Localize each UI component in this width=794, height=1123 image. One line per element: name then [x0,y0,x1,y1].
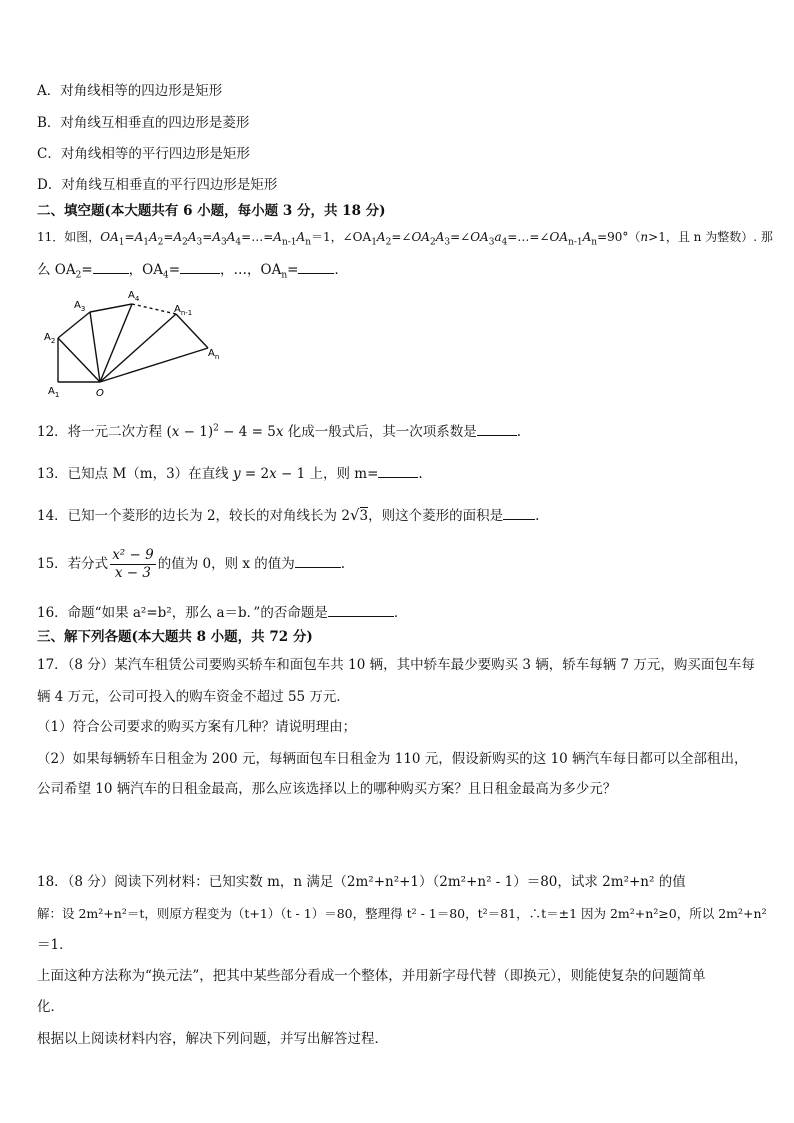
segment-oa4 [100,304,132,382]
segment-oa2 [58,338,100,382]
label-a3: $A_3$ [74,300,86,313]
q18-line4: 上面这种方法称为“换元法”，把其中某些部分看成一个整体，并用新字母代替（即换元），则能使复杂的问题简单 [37,968,706,984]
q17-line2: 辆 4 万元，公司可投入的购车资金不超过 55 万元． [37,689,350,705]
fraction: $\frac{\text{x² − 9}}{x - 3}$ [112,547,154,581]
q12: 12．将一元二次方程 $(x - 1)^2 - 4 = 5x$ 化成一般式后，其一次项系数是 . [37,423,522,440]
choice-a: A．对角线相等的四边形是矩形 [37,83,223,99]
q18-line2: 解：设 2m²+n²＝t，则原方程变为（t+1）（t - 1）＝80，整理得 t² - 1＝80，t²＝81，∴t＝±1 因为 2m²+n²≥0，所以 2m²+n² [37,906,767,921]
segment-oa3 [90,312,100,382]
label-an: $A_n$ [208,348,220,361]
choice-b: B．对角线互相垂直的四边形是菱形 [37,115,250,131]
label-a2: $A_2$ [44,332,56,345]
segment-oan1 [100,314,176,382]
spiral-figure [38,288,228,400]
segment-a2a3 [58,312,90,338]
q11-line1: 11．如图，$OA_1=A_1A_2=A_2A_3=A_3A_4=\dots=A_{n-1}A_n=1$，$\angle OA_1A_2=\angle OA_2A_3=\angle OA_3a_4=\dots=\angle OA_{n-1}A_n=90^\circ(n>1$，且 n 为整数）. 那 [37,230,773,248]
q15: 15．若分式 $\frac{\text{x² − 9}}{x - 3}$ 的值为 0，则 x 的值为 . [37,547,346,581]
q17-part1: （1）符合公司要求的购买方案有几种？请说明理由； [37,719,357,735]
label-a4: $A_4$ [128,290,140,303]
q18-line5: 化． [37,999,64,1015]
segment-a3a4 [90,304,132,312]
label-a1: $A_1$ [48,386,60,399]
choice-d: D．对角线互相垂直的平行四边形是矩形 [37,177,278,193]
answer-blank[interactable] [298,260,334,274]
answer-blank[interactable] [180,260,220,274]
section2-heading: 二、填空题(本大题共有 6 小题，每小题 3 分，共 18 分) [37,203,386,219]
q18-line1: 18．（8 分）阅读下列材料：已知实数 m，n 满足（2m²+n²+1）（2m²+n² - 1）＝80，试求 2m²+n² 的值 [37,874,686,890]
q17-part2-line2: 公司希望 10 辆汽车的日租金最高，那么应该选择以上的哪种购买方案？且日租金最高为多少元？ [37,781,617,797]
q16: 16．命题“如果 a²=b²，那么 a＝b．”的否命题是 ． [37,605,408,621]
section3-heading: 三、解下列各题(本大题共 8 小题，共 72 分) [37,629,313,645]
answer-blank[interactable] [378,464,418,478]
answer-blank[interactable] [503,506,535,520]
segment-dashed [132,304,176,314]
label-an1: $A_{n-1}$ [174,304,193,317]
q14: 14．已知一个菱形的边长为 2，较长的对角线长为 2√3，则这个菱形的面积是 . [37,506,540,524]
segment-oan [100,348,208,382]
choice-c: C．对角线相等的平行四边形是矩形 [37,146,250,162]
q18-line6: 根据以上阅读材料内容，解决下列问题，并写出解答过程． [37,1031,388,1047]
q18-line3: ＝1． [37,937,73,953]
answer-blank[interactable] [328,603,394,617]
q17-line1: 17．（8 分）某汽车租赁公司要购买轿车和面包车共 10 辆，其中轿车最少要购买 3 辆，轿车每辆 7 万元，购买面包车每 [37,657,755,673]
q17-part2-line1: （2）如果每辆轿车日租金为 200 元，每辆面包车日租金为 110 元，假设新购买的这 10 辆汽车每日都可以全部租出， [37,751,748,767]
answer-blank[interactable] [295,554,341,568]
answer-blank[interactable] [93,260,129,274]
segment-an1an [176,314,208,348]
q11-line2: 么 $OA_2=$ ，$OA_4=$ ，…，$OA_n=$ ． [37,262,348,281]
answer-blank[interactable] [477,422,517,436]
q13: 13．已知点 M（m，3）在直线 y = 2x − 1 上，则 m= . [37,466,423,482]
label-o: O [96,388,104,399]
